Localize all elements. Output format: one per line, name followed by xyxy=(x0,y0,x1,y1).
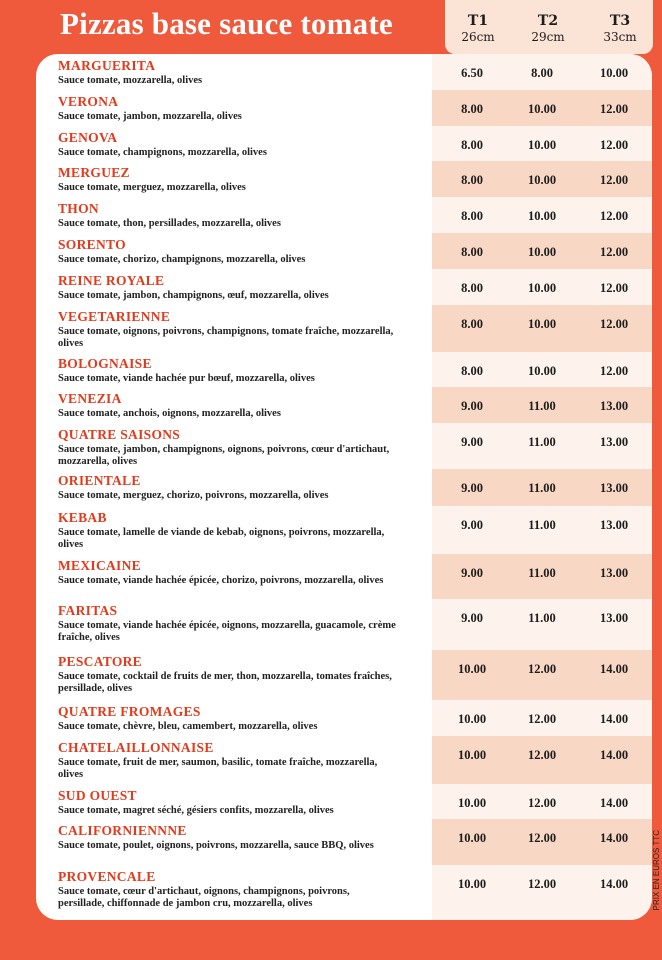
pizza-name: PESCATORE xyxy=(58,654,142,669)
price-t2: 12.00 xyxy=(527,712,557,726)
price-t1: 6.50 xyxy=(461,66,483,80)
price-t3: 14.00 xyxy=(599,662,629,676)
menu-row xyxy=(36,161,652,197)
pizza-description: Sauce tomate, viande hachée pur bœuf, mozzarella, olives xyxy=(58,373,315,384)
menu-row xyxy=(36,700,652,736)
price-t2: 10.00 xyxy=(527,317,557,331)
menu-row xyxy=(36,819,652,865)
price-t1: 9.00 xyxy=(461,399,483,413)
pizza-name: VEGETARIENNE xyxy=(58,309,171,324)
price-t2: 11.00 xyxy=(528,518,556,532)
pizza-name: MARGUERITA xyxy=(58,58,156,73)
pizza-description: Sauce tomate, merguez, mozzarella, olives xyxy=(58,182,246,193)
menu-row xyxy=(36,233,652,269)
price-t3: 12.00 xyxy=(599,281,629,295)
menu-row xyxy=(36,736,652,784)
pizza-description: Sauce tomate, jambon, champignons, œuf, mozzarella, olives xyxy=(58,290,329,301)
pizza-description: Sauce tomate, lamelle de viande de kebab, oignons, poivrons, mozzarella, olives xyxy=(58,527,385,550)
price-t2: 12.00 xyxy=(527,796,557,810)
pizza-name: FARITAS xyxy=(58,603,118,618)
pizza-description: Sauce tomate, fruit de mer, saumon, basilic, tomate fraîche, mozzarella, olives xyxy=(58,757,378,780)
pizza-name: QUATRE SAISONS xyxy=(58,427,181,442)
price-t1: 9.00 xyxy=(461,611,483,625)
menu-panel xyxy=(36,54,652,920)
menu-row xyxy=(36,784,652,819)
price-t3: 12.00 xyxy=(599,173,629,187)
price-note: PRIX EN EUROS TTC xyxy=(652,830,661,911)
price-t1: 8.00 xyxy=(461,102,483,116)
size-dim: 26cm xyxy=(461,30,495,44)
pizza-name: MEXICAINE xyxy=(58,558,141,573)
size-dim: 29cm xyxy=(531,30,565,44)
pizza-description: Sauce tomate, champignons, mozzarella, olives xyxy=(58,147,267,158)
pizza-description: Sauce tomate, chèvre, bleu, camembert, mozzarella, olives xyxy=(58,721,318,732)
price-t3: 13.00 xyxy=(599,566,629,580)
price-t1: 10.00 xyxy=(457,748,487,762)
pizza-description: Sauce tomate, cocktail de fruits de mer, thon, mozzarella, tomates fraîches, persillade, olives xyxy=(58,671,392,694)
pizza-name: PROVENCALE xyxy=(58,869,156,884)
price-t2: 11.00 xyxy=(528,481,556,495)
pizza-description: Sauce tomate, merguez, chorizo, poivrons, mozzarella, olives xyxy=(58,490,329,501)
price-t2: 10.00 xyxy=(527,245,557,259)
price-t3: 14.00 xyxy=(599,831,629,845)
price-t2: 10.00 xyxy=(527,209,557,223)
price-t2: 12.00 xyxy=(527,831,557,845)
pizza-description: Sauce tomate, jambon, mozzarella, olives xyxy=(58,111,242,122)
price-t1: 10.00 xyxy=(457,712,487,726)
price-t2: 10.00 xyxy=(527,281,557,295)
menu-row xyxy=(36,554,652,599)
price-t2: 10.00 xyxy=(527,102,557,116)
menu-row xyxy=(36,54,652,90)
price-t3: 13.00 xyxy=(599,611,629,625)
pizza-description: Sauce tomate, oignons, poivrons, champignons, tomate fraîche, mozzarella, olives xyxy=(58,326,394,349)
price-t3: 12.00 xyxy=(599,364,629,378)
pizza-description: Sauce tomate, magret séché, gésiers confits, mozzarella, olives xyxy=(58,805,334,816)
price-t1: 9.00 xyxy=(461,481,483,495)
price-t3: 12.00 xyxy=(599,245,629,259)
pizza-name: KEBAB xyxy=(58,510,107,525)
price-t2: 10.00 xyxy=(527,138,557,152)
price-t3: 14.00 xyxy=(599,796,629,810)
menu-row xyxy=(36,305,652,352)
pizza-name: SORENTO xyxy=(58,237,126,252)
size-col-t1 xyxy=(445,14,511,44)
menu-row xyxy=(36,269,652,305)
pizza-name: CHATELAILLONNAISE xyxy=(58,740,214,755)
price-t3: 13.00 xyxy=(599,518,629,532)
pizza-name: VENEZIA xyxy=(58,391,122,406)
price-t3: 14.00 xyxy=(599,877,629,891)
pizza-name: ORIENTALE xyxy=(58,473,141,488)
menu-row xyxy=(36,352,652,387)
pizza-name: VERONA xyxy=(58,94,119,109)
pizza-description: Sauce tomate, mozzarella, olives xyxy=(58,75,203,86)
price-t1: 10.00 xyxy=(457,796,487,810)
price-t2: 8.00 xyxy=(531,66,553,80)
pizza-description: Sauce tomate, viande hachée épicée, chorizo, poivrons, mozzarella, olives xyxy=(58,575,384,586)
size-col-t3 xyxy=(587,14,653,44)
price-t1: 8.00 xyxy=(461,364,483,378)
price-t1: 8.00 xyxy=(461,173,483,187)
size-label: T1 xyxy=(467,13,489,29)
price-t2: 11.00 xyxy=(528,399,556,413)
price-t3: 13.00 xyxy=(599,435,629,449)
size-dim: 33cm xyxy=(603,30,637,44)
price-t1: 9.00 xyxy=(461,518,483,532)
menu-row xyxy=(36,387,652,423)
pizza-description: Sauce tomate, jambon, champignons, oignons, poivrons, cœur d'artichaut, mozzarella, olives xyxy=(58,444,390,467)
price-t1: 8.00 xyxy=(461,138,483,152)
price-t2: 12.00 xyxy=(527,662,557,676)
size-label: T2 xyxy=(537,13,559,29)
price-t2: 12.00 xyxy=(527,877,557,891)
menu-row xyxy=(36,90,652,126)
price-t1: 10.00 xyxy=(457,662,487,676)
price-t1: 10.00 xyxy=(457,877,487,891)
size-label: T3 xyxy=(609,13,631,29)
menu-row xyxy=(36,865,652,920)
price-t3: 14.00 xyxy=(599,712,629,726)
menu-row xyxy=(36,197,652,233)
menu-row xyxy=(36,126,652,161)
price-t3: 13.00 xyxy=(599,481,629,495)
menu-row xyxy=(36,506,652,554)
pizza-description: Sauce tomate, cœur d'artichaut, oignons, champignons, poivrons, persillade, chiffonnade de jambon cru, mozzarella, olives xyxy=(58,886,350,909)
pizza-description: Sauce tomate, chorizo, champignons, mozzarella, olives xyxy=(58,254,306,265)
price-t2: 12.00 xyxy=(527,748,557,762)
price-t2: 10.00 xyxy=(527,173,557,187)
pizza-name: REINE ROYALE xyxy=(58,273,165,288)
price-t3: 13.00 xyxy=(599,399,629,413)
price-t1: 8.00 xyxy=(461,245,483,259)
price-t1: 9.00 xyxy=(461,566,483,580)
pizza-name: MERGUEZ xyxy=(58,165,130,180)
price-t1: 8.00 xyxy=(461,209,483,223)
menu-row xyxy=(36,469,652,506)
size-header xyxy=(445,0,653,54)
menu-row xyxy=(36,599,652,650)
price-t1: 8.00 xyxy=(461,281,483,295)
price-t1: 9.00 xyxy=(461,435,483,449)
price-t3: 14.00 xyxy=(599,748,629,762)
price-t2: 11.00 xyxy=(528,566,556,580)
price-t3: 12.00 xyxy=(599,138,629,152)
menu-row xyxy=(36,650,652,700)
pizza-name: GENOVA xyxy=(58,130,118,145)
pizza-description: Sauce tomate, poulet, oignons, poivrons, mozzarella, sauce BBQ, olives xyxy=(58,840,374,851)
price-band xyxy=(432,865,652,920)
pizza-name: THON xyxy=(58,201,99,216)
price-t3: 12.00 xyxy=(599,317,629,331)
price-t3: 12.00 xyxy=(599,102,629,116)
pizza-description: Sauce tomate, thon, persillades, mozzarella, olives xyxy=(58,218,281,229)
price-t3: 12.00 xyxy=(599,209,629,223)
pizza-description: Sauce tomate, viande hachée épicée, oignons, mozzarella, guacamole, crème fraîche, olives xyxy=(58,620,396,643)
pizza-name: CALIFORNIENNNE xyxy=(58,823,187,838)
price-t3: 10.00 xyxy=(599,66,629,80)
pizza-name: QUATRE FROMAGES xyxy=(58,704,201,719)
size-col-t2 xyxy=(515,14,581,44)
pizza-name: SUD OUEST xyxy=(58,788,137,803)
pizza-name: BOLOGNAISE xyxy=(58,356,152,371)
price-t1: 10.00 xyxy=(457,831,487,845)
price-t2: 11.00 xyxy=(528,611,556,625)
menu-row xyxy=(36,423,652,469)
price-t1: 8.00 xyxy=(461,317,483,331)
price-t2: 11.00 xyxy=(528,435,556,449)
price-t2: 10.00 xyxy=(527,364,557,378)
page-title: Pizzas base sauce tomate xyxy=(60,6,393,41)
pizza-description: Sauce tomate, anchois, oignons, mozzarella, olives xyxy=(58,408,281,419)
